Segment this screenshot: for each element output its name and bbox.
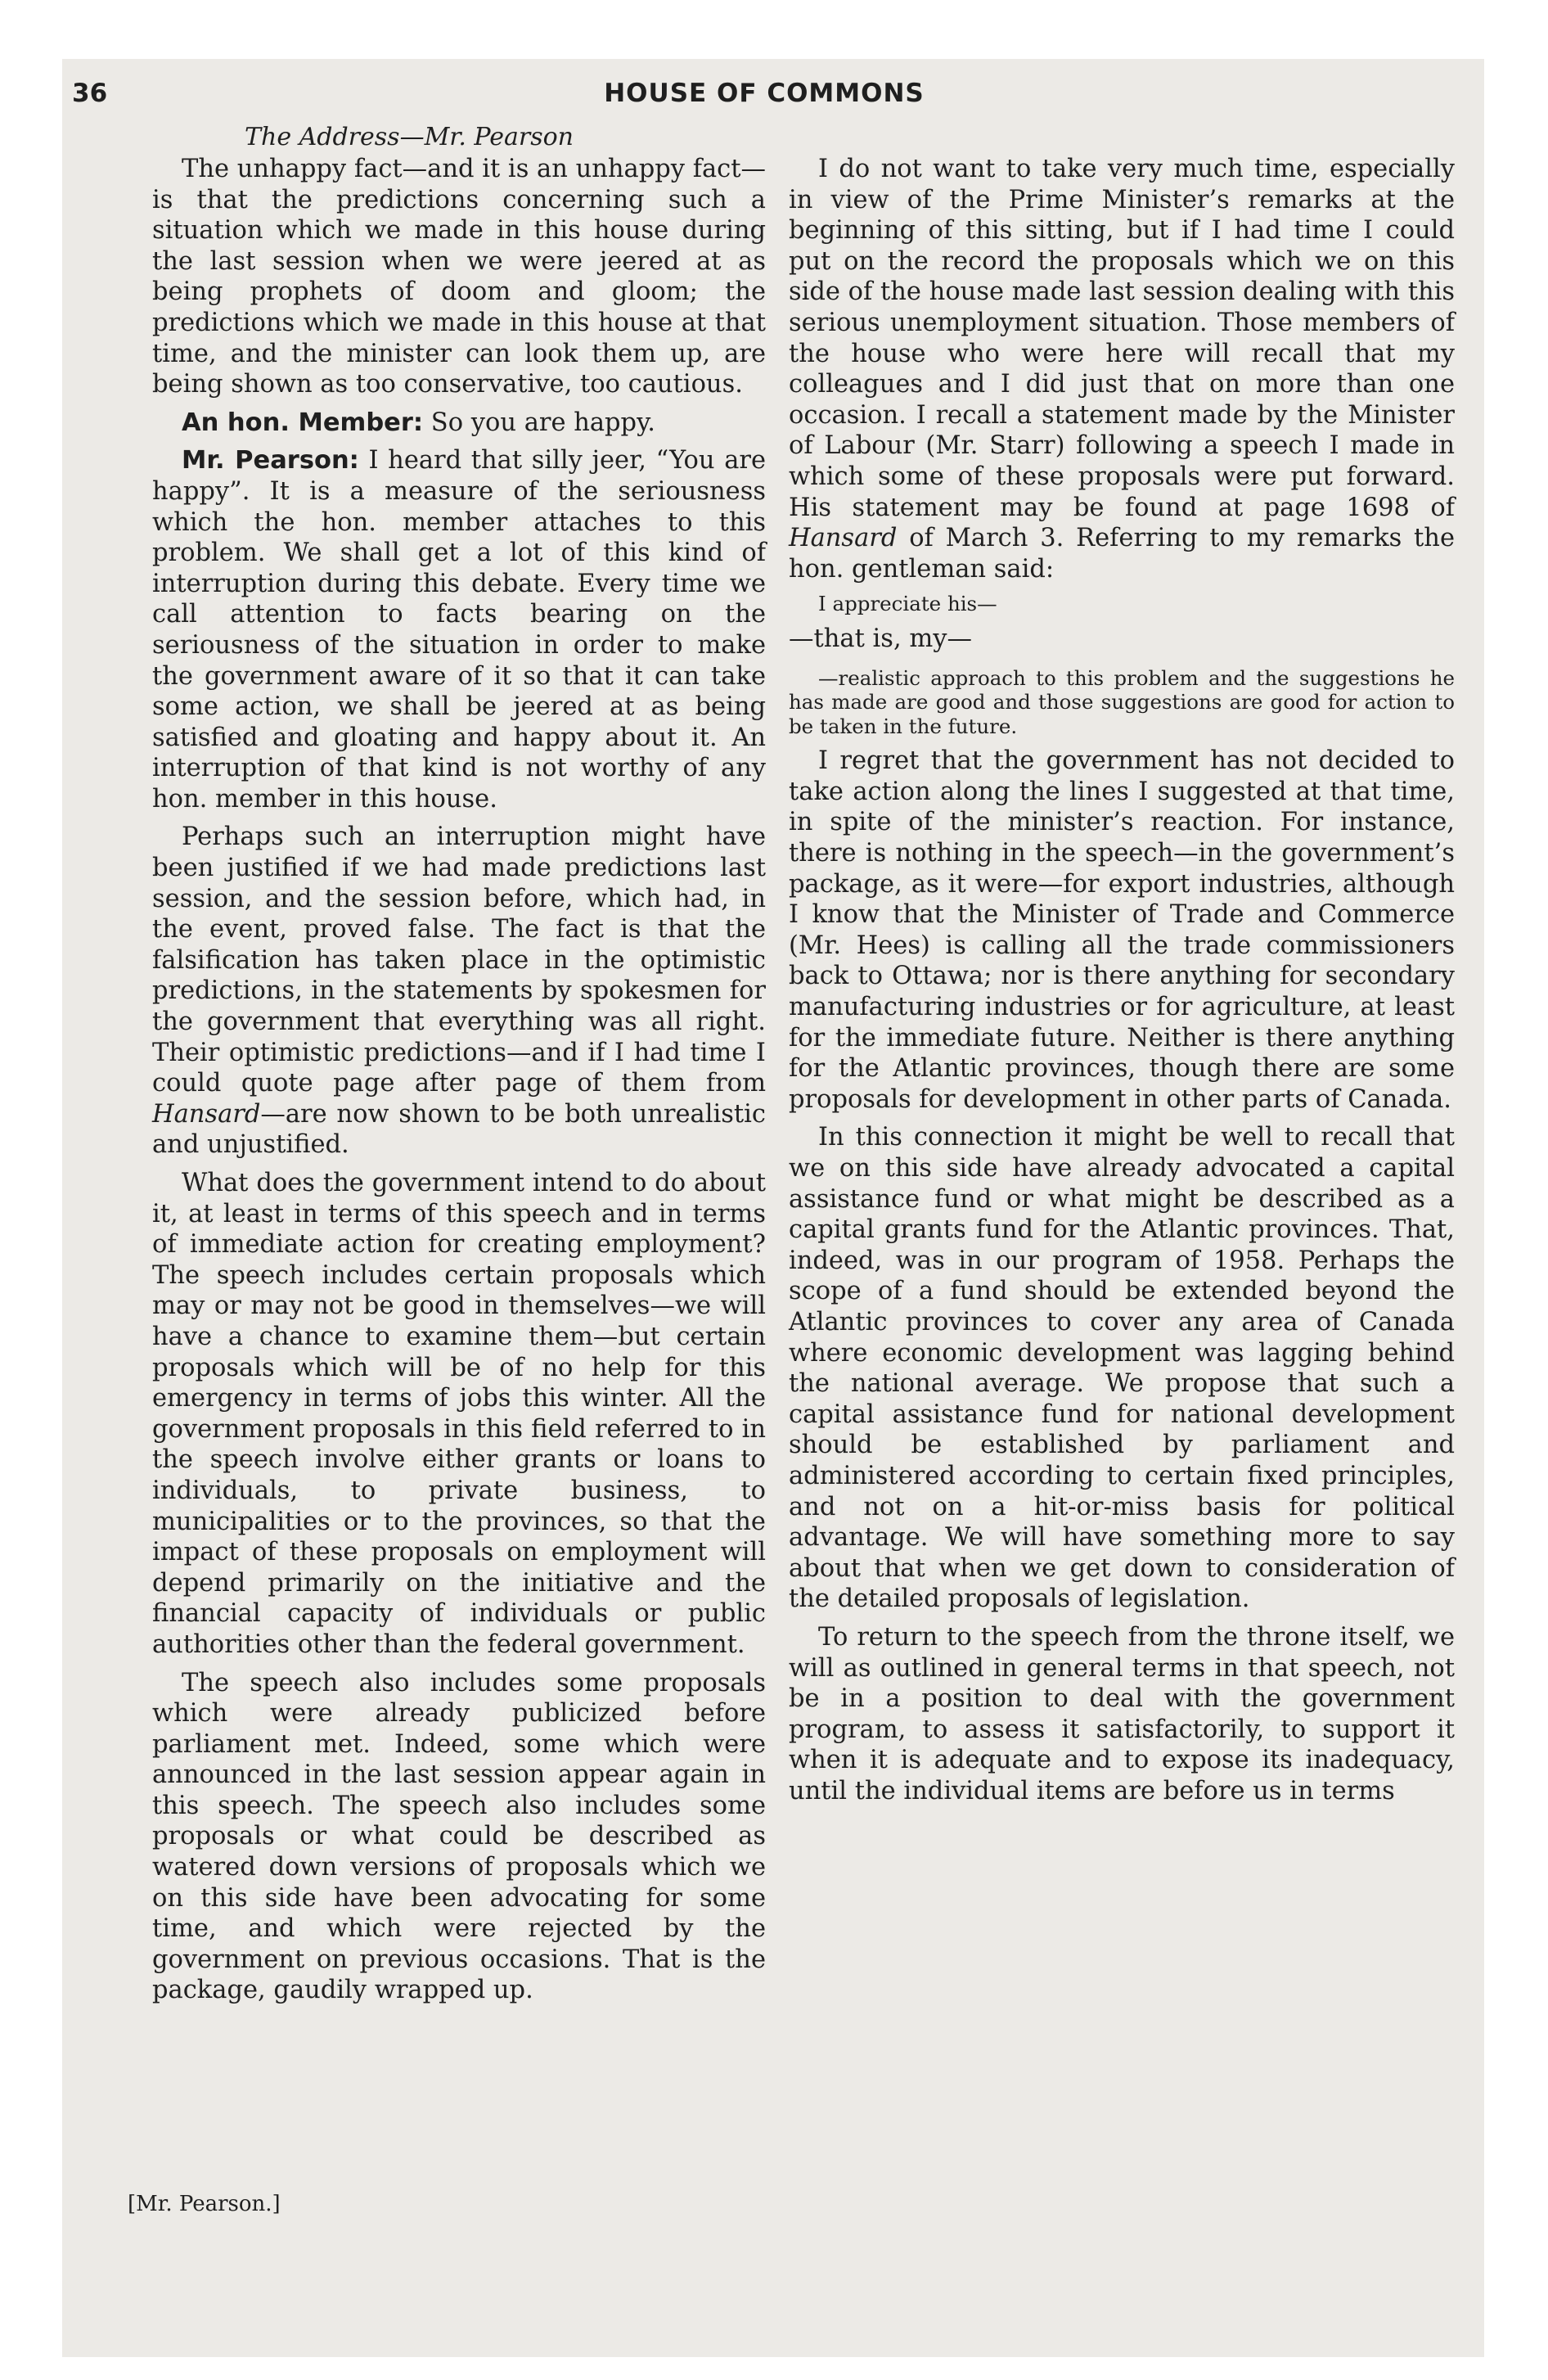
left-column	[152, 154, 766, 2013]
paragraph	[789, 154, 1455, 584]
speech-text: I heard that silly jeer, “You are happy”. It is a measure of the seriousness which the hon. member attaches to this problem. We shall get a lot of this kind of interruption during this debate. Every time we call attention to facts bearing on the seriousness of the situation in order to make the government aware of it so that it can take some action, we shall be jeered at as being satisfied and gloating and happy about it. An interruption of that kind is not worthy of any hon. member in this house.	[152, 446, 767, 814]
text-run: I do not want to take very much time, especially in view of the Prime Minister’s remarks at the beginning of this sitting, but if I had time I could put on the record the proposals which we on this side of the house made last session dealing with this serious unemployment situation. Those members of the house who were here will recall that my colleagues and I did just that on more than one occasion. I recall a statement made by the Minister of Labour (Mr. Starr) following a speech I made in which some of these proposals were put forward. His statement may be found at page 1698 of	[789, 155, 1455, 522]
paragraph: To return to the speech from the throne itself, we will as outlined in general terms in that speech, not be in a position to deal with the government program, to assess it satisfactorily, to support it when it is adequate and to expose its inadequacy, until the individual items are before us in terms	[789, 1622, 1455, 1805]
speaker-name: Mr. Pearson:	[182, 446, 359, 476]
block-quote: I appreciate his—	[818, 592, 997, 616]
page-number: 36	[72, 79, 108, 108]
hansard-reference: Hansard	[152, 1099, 261, 1129]
paragraph	[152, 445, 766, 814]
interjection-text: So you are happy.	[423, 408, 655, 437]
speaker-name: An hon. Member:	[182, 408, 424, 437]
paragraph: The speech also includes some proposals which were already publicized before parliament met. Indeed, some which were announced in the last session appear again in this speech. The speech also includes some proposals or what could be described as watered down versions of proposals which we on this side have been advocating for some time, and which were rejected by the government on previous occasions. That is the package, gaudily wrapped up.	[152, 1668, 766, 2005]
hansard-reference: Hansard	[789, 524, 898, 553]
interjection	[152, 408, 766, 439]
block-quote: —realistic approach to this problem and the suggestions he has made are good and those suggestions are good for action to be taken in the future.	[789, 665, 1455, 738]
paragraph	[152, 822, 766, 1161]
text-run: Perhaps such an interruption might have been justified if we had made predictions last session, and the session before, which had, in the event, proved false. The fact is that the falsification has taken place in the optimistic predictions, in the statements by spokesmen for the government that everything was all right. Their optimistic predictions—and if I had time I could quote page after page of them from	[152, 823, 766, 1098]
speaker-footer-tag: [Mr. Pearson.]	[128, 2192, 281, 2216]
text-run: —are now shown to be both unrealistic and unjustified.	[152, 1099, 766, 1160]
text-run: of March 3. Referring to my remarks the hon. gentleman said:	[789, 524, 1455, 584]
running-title: HOUSE OF COMMONS	[604, 79, 925, 108]
page-header	[72, 79, 1456, 116]
connector-text: —that is, my—	[789, 624, 972, 653]
paragraph: I regret that the government has not decided to take action along the lines I suggested at that time, in spite of the minister’s reaction. For instance, there is nothing in the speech—in the government’s package, as it were—for export industries, although I know that the Minister of Trade and Commerce (Mr. Hees) is calling all the trade commissioners back to Ottawa; nor is there anything for secondary manufacturing industries or for agriculture, at least for the immediate future. Neither is there anything for the Atlantic provinces, though there are some proposals for development in other parts of Canada.	[789, 746, 1455, 1114]
paragraph: The unhappy fact—and it is an unhappy fact—is that the predictions concerning such a situation which we made in this house during the last session when we were jeered at as being prophets of doom and gloom; the predictions which we made in this house at that time, and the minister can look them up, are being shown as too conservative, too cautious.	[152, 155, 766, 399]
paragraph: In this connection it might be well to recall that we on this side have already advocated a capital assistance fund or what might be described as a capital grants fund for the Atlantic provinces. That, indeed, was in our program of 1958. Perhaps the scope of a fund should be extended beyond the Atlantic provinces to cover any area of Canada where economic development was lagging behind the national average. We propose that such a capital assistance fund for national development should be established by parliament and administered according to certain fixed principles, and not on a hit-or-miss basis for political advantage. We will have something more to say about that when we get down to consideration of the detailed proposals of legislation.	[789, 1123, 1455, 1614]
section-subheader: The Address—Mr. Pearson	[244, 123, 574, 151]
paragraph: What does the government intend to do about it, at least in terms of this speech and in terms of immediate action for creating employment? The speech includes certain proposals which may or may not be good in themselves—we will have a chance to examine them—but certain proposals which will be of no help for this emergency in terms of jobs this winter. All the government proposals in this field referred to in the speech involve either grants or loans to individuals, to private business, to municipalities or to the provinces, so that the impact of these proposals on employment will depend primarily on the initiative and the financial capacity of individuals or public authorities other than the federal government.	[152, 1169, 766, 1659]
right-column	[789, 154, 1455, 1814]
